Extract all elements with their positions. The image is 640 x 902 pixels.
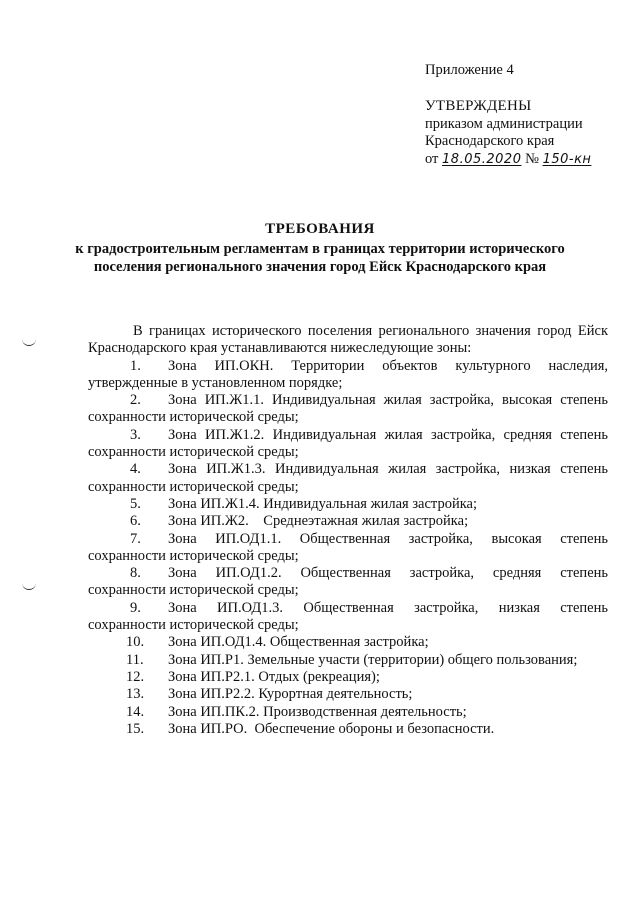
zone-item-text: Зона ИП.ОД1.3. Общественная застройка, низкая степень (168, 599, 608, 616)
zone-item-first-line (88, 531, 608, 548)
zone-item-text: Зона ИП.Ж2. Среднеэтажная жилая застройка; (168, 513, 469, 530)
intro-line: В границах исторического поселения регионального значения город Ейск (133, 323, 608, 339)
zone-list-item (88, 669, 608, 686)
zone-item-continuation: сохранности исторической среды; (88, 409, 299, 426)
zone-list-item (88, 600, 608, 635)
zone-list-item (88, 686, 608, 703)
zone-list-item (88, 704, 608, 721)
zone-list-item (88, 565, 608, 600)
approval-date-line (425, 151, 591, 169)
zone-list-item (88, 513, 608, 530)
zone-item-first-line (88, 704, 608, 721)
zone-item-continuation: сохранности исторической среды; (88, 582, 299, 599)
zone-item-first-line (88, 461, 608, 478)
zone-item-first-line (88, 686, 608, 703)
zone-list-item (88, 634, 608, 651)
zone-list (88, 358, 608, 739)
zone-list-item (88, 358, 608, 393)
zone-item-text: Зона ИП.Ж1.2. Индивидуальная жилая застройка, средняя степень (168, 426, 608, 443)
zone-list-item (88, 531, 608, 566)
zone-item-number: 5. (130, 495, 141, 512)
zone-item-number: 15. (126, 720, 145, 737)
annex-label: Приложение 4 (425, 62, 514, 78)
zone-item-text: Зона ИП.Ж1.4. Индивидуальная жилая застройка; (168, 495, 477, 512)
zone-item-first-line (88, 600, 608, 617)
zone-list-item (88, 427, 608, 462)
zone-item-number: 9. (130, 599, 141, 616)
zone-item-first-line (88, 513, 608, 530)
zone-item-text: Зона ИП.Ж1.3. Индивидуальная жилая застройка, низкая степень (168, 461, 608, 478)
zone-item-continuation: сохранности исторической среды; (88, 547, 299, 564)
zone-item-text: Зона ИП.ПК.2. Производственная деятельность; (168, 703, 467, 720)
zone-item-number: 6. (130, 513, 141, 530)
zone-item-continuation: сохранности исторической среды; (88, 444, 299, 461)
zone-item-text: Зона ИП.ОД1.1. Общественная застройка, высокая степень (168, 530, 608, 547)
zone-item-number: 7. (130, 530, 141, 547)
handwritten-date: 18.05.2020 (442, 151, 522, 167)
zone-item-number: 3. (130, 426, 141, 443)
zone-item-continuation: сохранности исторической среды; (88, 478, 299, 495)
zone-item-text: Зона ИП.Р2.2. Курортная деятельность; (168, 686, 413, 703)
zone-item-continuation: утвержденные в установленном порядке; (88, 374, 343, 391)
handwritten-number: 150-кн (542, 151, 592, 167)
zone-item-text: Зона ИП.Ж1.1. Индивидуальная жилая застройка, высокая степень (168, 392, 608, 409)
zone-list-item (88, 392, 608, 427)
zone-item-text: Зона ИП.ОКН. Территории объектов культурного наследия, (168, 357, 608, 374)
zone-item-text: Зона ИП.ОД1.4. Общественная застройка; (168, 634, 429, 651)
zone-item-text: Зона ИП.РО. Обеспечение обороны и безопасности. (168, 720, 495, 737)
zone-item-number: 14. (126, 703, 145, 720)
zone-item-number: 4. (130, 461, 141, 478)
title-line: поселения регионального значения город Ейск Краснодарского края (93, 259, 547, 275)
zone-item-continuation: сохранности исторической среды; (88, 617, 299, 634)
zone-item-number: 2. (130, 392, 141, 409)
zone-item-number: 11. (126, 651, 144, 668)
zone-item-number: 12. (126, 668, 145, 685)
zone-item-first-line (88, 721, 608, 738)
zone-item-first-line (88, 358, 608, 375)
zone-item-first-line (88, 496, 608, 513)
zone-item-first-line (88, 427, 608, 444)
approved-heading: УТВЕРЖДЕНЫ (425, 98, 532, 114)
zone-item-number: 8. (130, 565, 141, 582)
zone-item-text: Зона ИП.Р2.1. Отдых (рекреация); (168, 668, 380, 685)
intro-line: Краснодарского края устанавливаются нижеследующие зоны: (88, 340, 472, 357)
zone-list-item (88, 496, 608, 513)
document-body (88, 323, 608, 738)
zone-list-item (88, 461, 608, 496)
intro-paragraph (88, 323, 608, 340)
number-prefix: № (525, 150, 539, 167)
zone-item-number: 13. (126, 686, 145, 703)
zone-item-first-line (88, 392, 608, 409)
zone-item-text: Зона ИП.Р1. Земельные участи (территории) общего пользования; (168, 651, 578, 668)
approval-line: приказом администрации (425, 115, 583, 132)
zone-item-first-line (88, 565, 608, 582)
zone-item-first-line (88, 652, 608, 669)
zone-list-item (88, 652, 608, 669)
margin-binding-mark (22, 583, 36, 590)
zone-list-item (88, 721, 608, 738)
zone-item-first-line (88, 669, 608, 686)
approval-block (425, 98, 591, 168)
zone-item-number: 1. (130, 357, 141, 374)
zone-item-first-line (88, 634, 608, 651)
date-prefix: от (425, 150, 439, 167)
approval-line: Краснодарского края (425, 133, 555, 149)
title-main: ТРЕБОВАНИЯ (265, 221, 375, 237)
document-title (0, 220, 640, 276)
zone-item-number: 10. (126, 634, 145, 651)
title-line: к градостроительным регламентам в границах территории исторического (75, 241, 565, 257)
margin-binding-mark (22, 339, 36, 346)
zone-item-text: Зона ИП.ОД1.2. Общественная застройка, средняя степень (168, 565, 608, 582)
